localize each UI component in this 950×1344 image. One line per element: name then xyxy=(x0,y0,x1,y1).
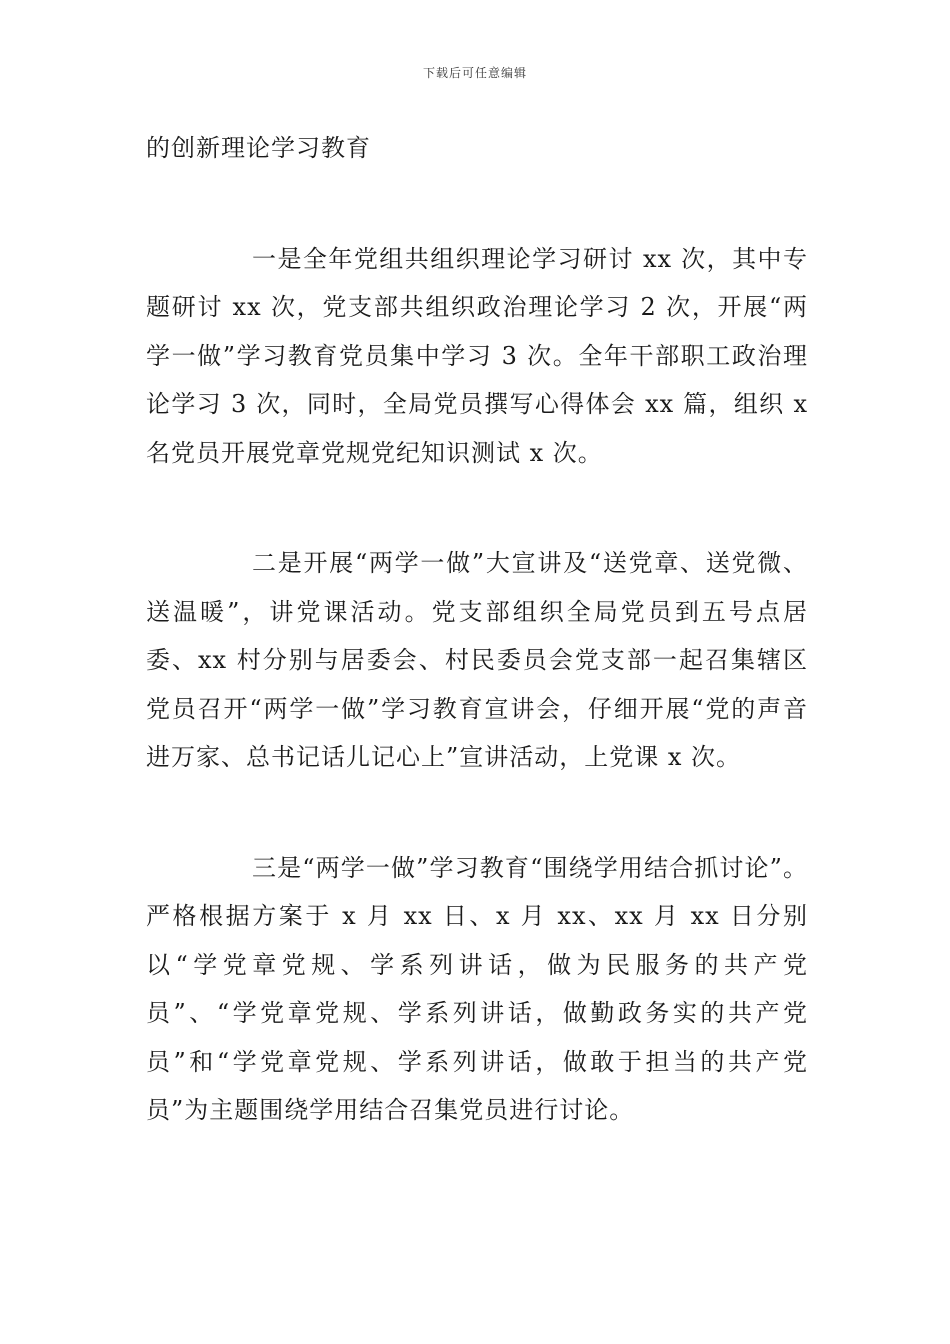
document-body xyxy=(146,124,808,1197)
continuation-line: 的创新理论学习教育 xyxy=(146,134,371,162)
paragraph-1: 一是全年党组共组织理论学习研讨 xx 次，其中专题研讨 xx 次，党支部共组织政治理论学习 2 次，开展“两学一做”学习教育党员集中学习 3 次。全年干部职工政治理论学习 3 次，同时，全局党员撰写心得体会 xx 篇，组织 x 名党员开展党章党规党纪知识测试 x 次。 xyxy=(146,244,808,467)
paragraph-2: 二是开展“两学一做”大宣讲及“送党章、送党微、送温暖”，讲党课活动。党支部组织全局党员到五号点居委、xx 村分别与居委会、村民委员会党支部一起召集辖区党员召开“两学一做”学习教育宣讲会，仔细开展“党的声音进万家、总书记话儿记心上”宣讲活动，上党课 x 次。 xyxy=(146,549,808,771)
paragraph-3: 三是“两学一做”学习教育“围绕学用结合抓讨论”。 严格根据方案于 x 月 xx 日、x 月 xx、xx 月 xx 日分别以“学党章党规、学系列讲话，做为民服务的共产党员”、“学党章党规、学系列讲话，做勤政务实的共产党员”和“学党章党规、学系列讲话，做敢于担当的共产党员”为主题围绕学用结合召集党员进行讨论。 xyxy=(146,853,808,1124)
page-header: 下载后可任意编辑 xyxy=(422,66,527,80)
